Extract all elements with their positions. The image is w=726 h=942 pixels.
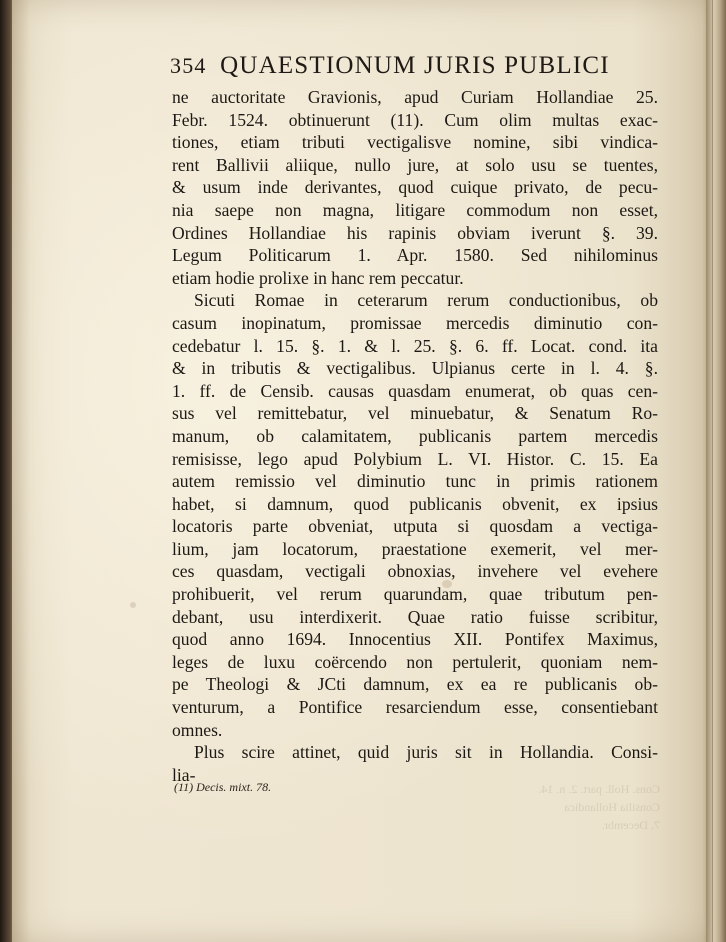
text-line: casum inopinatum, promissae mercedis diminutio con- — [172, 312, 658, 333]
text-line: venturum, a Pontifice resarciendum esse, consentiebant — [172, 697, 658, 718]
text-line: Ordines Hollandiae his rapinis obviam iverunt §. 39. — [172, 222, 658, 243]
text-line: prohibuerit, vel rerum quarundam, quae tributum pen- — [172, 584, 658, 605]
footnote: (11) Decis. mixt. 78. — [174, 780, 272, 794]
text-line: habet, si damnum, quod publicanis obvenit, ex ipsius — [172, 493, 658, 514]
page-fore-edges — [706, 0, 726, 942]
text-line: quod anno 1694. Innocentius XII. Pontifex Maximus, — [172, 629, 658, 650]
paper-stain — [130, 602, 136, 608]
page-number: 354 — [170, 53, 207, 78]
text-line: lia- — [172, 764, 196, 785]
text-line: ne auctoritate Gravionis, apud Curiam Hollandiae 25. — [172, 87, 658, 107]
text-line: debant, usu interdixerit. Quae ratio fuisse scribitur, — [172, 606, 658, 627]
text-line: Febr. 1524. obtinuerunt (11). Cum olim multas exac- — [172, 109, 658, 130]
text-line: leges de luxu coërcendo non pertulerit, quoniam nem- — [172, 651, 658, 672]
text-line: & usum inde derivantes, quod cuique privato, de pecu- — [172, 177, 658, 198]
running-title: QUAESTIONUM JURIS PUBLICI — [220, 52, 610, 79]
text-line: Legum Politicarum 1. Apr. 1580. Sed nihilominus — [172, 245, 658, 266]
text-line: autem remissio vel diminutio tunc in primis rationem — [172, 471, 658, 492]
text-line: locatoris parte obveniat, utputa si quosdam a vectiga- — [172, 516, 658, 537]
text-line: manum, ob calamitatem, publicanis partem mercedis — [172, 425, 658, 446]
text-line: tiones, etiam tributi vectigalisve nomine, sibi vindica- — [172, 132, 658, 153]
text-line: cedebatur l. 15. §. 1. & l. 25. §. 6. ff. Locat. cond. ita — [172, 335, 658, 356]
body-text — [172, 86, 658, 786]
text-line: lium, jam locatorum, praestatione exemerit, vel mer- — [172, 538, 658, 559]
text-line: & in tributis & vectigalibus. Ulpianus certe in l. 4. §. — [172, 358, 658, 379]
text-line: rent Ballivii aliique, nullo jure, at solo usu se tuentes, — [172, 154, 658, 175]
text-line: Sicuti Romae in ceterarum rerum conductionibus, ob — [194, 290, 658, 311]
text-line: remisisse, lego apud Polybium L. VI. Histor. C. 15. Ea — [172, 448, 658, 469]
text-line: omnes. — [172, 719, 223, 740]
text-line: ces quasdam, vectigali obnoxias, invehere vel evehere — [172, 561, 658, 582]
text-line: pe Theologi & JCti damnum, ex ea re publicanis ob- — [172, 674, 658, 695]
text-line: sus vel remittebatur, vel minuebatur, & Senatum Ro- — [172, 403, 658, 424]
running-header — [170, 52, 670, 86]
text-line: nia saepe non magna, litigare commodum non esset, — [172, 199, 658, 220]
text-line: etiam hodie prolixe in hanc rem peccatur. — [172, 267, 464, 288]
text-line: 1. ff. de Censib. causas quasdam enumerat, ob quas cen- — [172, 380, 658, 401]
text-line: Plus scire attinet, quid juris sit in Hollandia. Consi- — [194, 742, 658, 763]
